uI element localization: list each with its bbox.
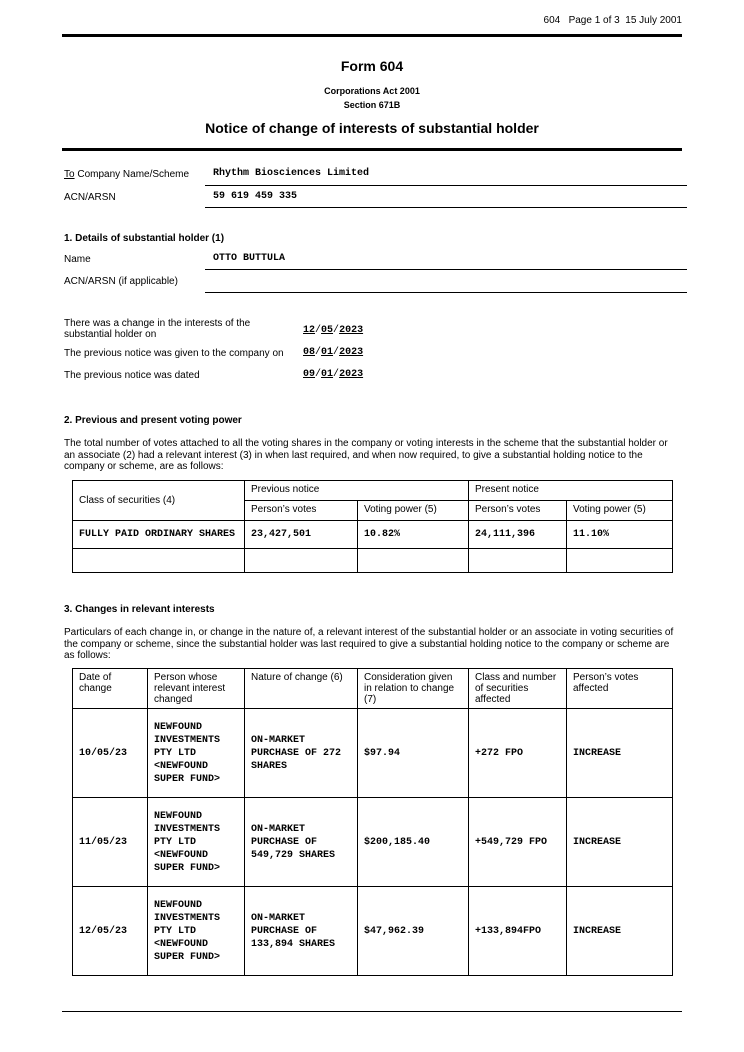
empty-cell	[358, 549, 469, 573]
act-name: Corporations Act 2001	[324, 86, 420, 96]
company-acn-line	[205, 207, 687, 208]
table-row	[73, 887, 673, 976]
form-date: 15 July 2001	[625, 15, 682, 26]
nature-header: Nature of change (6)	[245, 669, 358, 709]
change-date-value: 12/05/2023	[303, 325, 364, 336]
change-person: NEWFOUND INVESTMENTS PTY LTD <NEWFOUND SUPER FUND>	[148, 887, 245, 976]
table-row	[73, 798, 673, 887]
change-nature: ON-MARKET PURCHASE OF 272 SHARES	[245, 709, 358, 798]
title-rule	[62, 148, 682, 151]
prev-given-label: The previous notice was given to the company on	[64, 348, 284, 359]
change-nature: ON-MARKET PURCHASE OF 133,894 SHARES	[245, 887, 358, 976]
company-acn-value: 59 619 459 335	[213, 191, 298, 202]
change-person: NEWFOUND INVESTMENTS PTY LTD <NEWFOUND SUPER FUND>	[148, 709, 245, 798]
change-class-number: +133,894FPO	[469, 887, 567, 976]
class-number-header: Class and number of securities affected	[469, 669, 567, 709]
prev-voting-power-header: Voting power (5)	[358, 501, 469, 521]
bottom-rule	[62, 1011, 682, 1012]
holder-name-label: Name	[64, 254, 91, 265]
voting-power-table	[72, 480, 673, 573]
section2-heading: 2. Previous and present voting power	[64, 415, 242, 426]
prev-dated-label: The previous notice was dated	[64, 370, 200, 381]
change-class-number: +549,729 FPO	[469, 798, 567, 887]
company-acn-label: ACN/ARSN	[64, 192, 116, 203]
to-label: To	[64, 169, 75, 180]
changes-table	[72, 668, 673, 976]
pres-persons-votes-header: Person’s votes	[469, 501, 567, 521]
holder-name-value: OTTO BUTTULA	[213, 253, 286, 264]
present-notice-header: Present notice	[469, 481, 673, 501]
company-name-label: To Company Name/Scheme	[64, 169, 190, 180]
page-header	[544, 15, 682, 26]
change-person: NEWFOUND INVESTMENTS PTY LTD <NEWFOUND SUPER FUND>	[148, 798, 245, 887]
section3-heading: 3. Changes in relevant interests	[64, 604, 215, 615]
votes-header: Person’s votes affected	[567, 669, 673, 709]
change-date: 12/05/23	[73, 887, 148, 976]
empty-cell	[73, 549, 245, 573]
prev-power-value: 10.82%	[358, 521, 469, 549]
person-header: Person whose relevant interest changed	[148, 669, 245, 709]
date-header: Date of change	[73, 669, 148, 709]
prev-votes-value: 23,427,501	[245, 521, 358, 549]
top-rule	[62, 34, 682, 37]
holder-name-line	[205, 269, 687, 270]
change-consideration: $47,962.39	[358, 887, 469, 976]
change-date: 11/05/23	[73, 798, 148, 887]
company-name-line	[205, 185, 687, 186]
page-number: Page 1 of 3	[568, 15, 620, 26]
change-consideration: $200,185.40	[358, 798, 469, 887]
section3-paragraph: Particulars of each change in, or change in the nature of, a relevant interest of the substantial holder or an associate in voting securities of the company or scheme, since the substantial holder was last required to give a substantial holding notice to the company or scheme are as follows:	[64, 627, 674, 661]
empty-cell	[469, 549, 567, 573]
form-number: 604	[543, 15, 561, 26]
pres-votes-value: 24,111,396	[469, 521, 567, 549]
prev-dated-date: 09/01/2023	[303, 369, 364, 380]
empty-cell	[567, 549, 673, 573]
form-title: Form 604	[340, 58, 404, 74]
pres-power-value: 11.10%	[567, 521, 673, 549]
change-date: 10/05/23	[73, 709, 148, 798]
change-date-label: There was a change in the interests of the substantial holder on	[64, 318, 251, 340]
table-row	[73, 709, 673, 798]
company-name-value: Rhythm Biosciences Limited	[213, 168, 370, 179]
section1-heading: 1. Details of substantial holder (1)	[64, 233, 225, 244]
holder-acn-label: ACN/ARSN (if applicable)	[64, 276, 178, 287]
change-votes: INCREASE	[567, 887, 673, 976]
class-header: Class of securities (4)	[73, 481, 245, 521]
change-nature: ON-MARKET PURCHASE OF 549,729 SHARES	[245, 798, 358, 887]
holder-acn-line	[205, 292, 687, 293]
change-consideration: $97.94	[358, 709, 469, 798]
class-value: FULLY PAID ORDINARY SHARES	[73, 521, 245, 549]
change-class-number: +272 FPO	[469, 709, 567, 798]
change-votes: INCREASE	[567, 798, 673, 887]
section-ref: Section 671B	[343, 100, 401, 110]
prev-given-date: 08/01/2023	[303, 347, 364, 358]
notice-title: Notice of change of interests of substantial holder	[205, 120, 539, 136]
section2-paragraph: The total number of votes attached to all the voting shares in the company or voting interests in the scheme that the substantial holder or an associate (2) had a relevant interest (3) in when last required, and when now required, to give a substantial holding notice to the company or scheme, are as follows:	[64, 438, 668, 472]
change-votes: INCREASE	[567, 709, 673, 798]
consideration-header: Consideration given in relation to change (7)	[358, 669, 469, 709]
prev-persons-votes-header: Person’s votes	[245, 501, 358, 521]
pres-voting-power-header: Voting power (5)	[567, 501, 673, 521]
previous-notice-header: Previous notice	[245, 481, 469, 501]
empty-cell	[245, 549, 358, 573]
